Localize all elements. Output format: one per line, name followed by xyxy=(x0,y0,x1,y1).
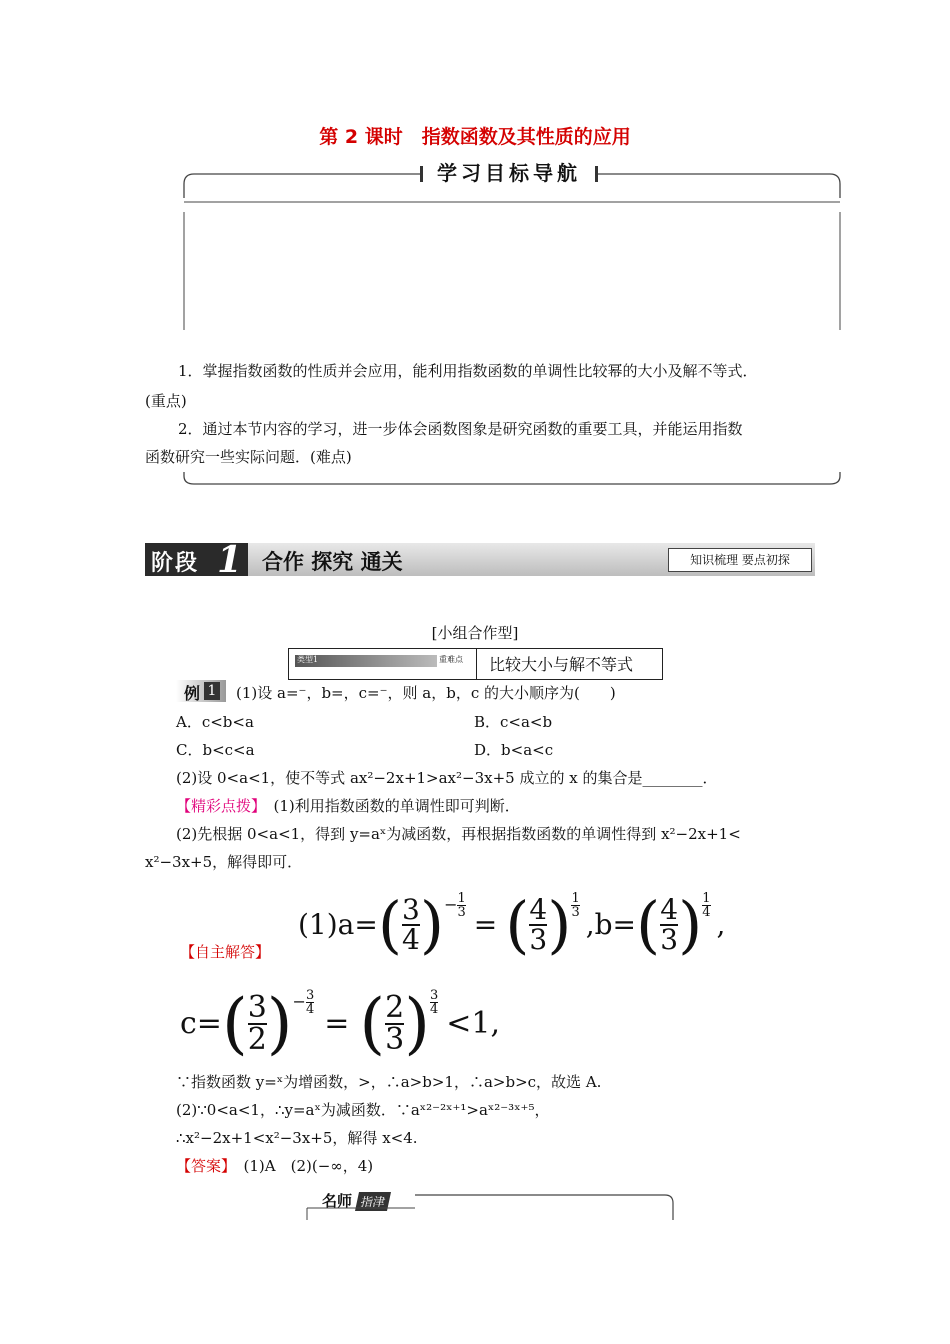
solution-line-3: ∴x²−2x+1<x²−3x+5，解得 x<4. xyxy=(176,1129,418,1147)
teacher-tip-label: 名师 指津 xyxy=(322,1190,389,1211)
page-title: 第 2 课时 指数函数及其性质的应用 xyxy=(319,126,631,148)
formula-2: c= ( $\frac{3}{2}$ ) − $\frac{3}{4}$ = ( $\frac{2}{3}$ ) $\frac{3}{4}$ <1, xyxy=(180,985,501,1062)
solution-label: 【自主解答】 xyxy=(180,943,271,961)
question-2: (2)设 0<a<1，使不等式 ax²−2x+1>ax²−3x+5 成立的 x 的集合是________． xyxy=(176,769,718,787)
goal-1: 1．掌握指数函数的性质并会应用，能利用指数函数的单调性比较幂的大小及解不等式． xyxy=(178,362,758,380)
teacher-tip-frame xyxy=(305,1190,680,1222)
goal-box-frame xyxy=(180,168,844,333)
answer-line: 【答案】 (1)A (2)(−∞，4) xyxy=(176,1157,374,1175)
goal-header: 学习目标导航 xyxy=(420,158,598,188)
example-label: 例 1 xyxy=(176,680,226,702)
section-type: [小组合作型] xyxy=(431,624,519,642)
hint-line-1: 【精彩点拨】 (1)利用指数函数的单调性即可判断． xyxy=(176,797,520,815)
goal-box-bottom xyxy=(180,470,844,490)
stage-bar: 合作 探究 通关 xyxy=(248,543,815,576)
hint-line-2: (2)先根据 0<a<1，得到 y=aˣ为减函数，再根据指数函数的单调性得到 x²−2x+1< xyxy=(176,825,741,843)
goal-1-tag: (重点) xyxy=(145,392,187,410)
type-box: 类型1 重难点 比较大小与解不等式 xyxy=(288,648,663,680)
hint-line-3: x²−3x+5，解得即可． xyxy=(145,853,303,871)
stage-badge: 阶段 1 xyxy=(145,543,248,576)
option-a: A．c<b<a xyxy=(176,713,254,731)
solution-line-2: (2)∵0<a<1，∴y=aˣ为减函数．∵aˣ²⁻²ˣ⁺¹>aˣ²⁻³ˣ⁺⁵， xyxy=(176,1101,550,1119)
answer-label: 【答案】 xyxy=(176,1157,229,1175)
question-1: (1)设 a=⁻，b=，c=⁻，则 a，b，c 的大小顺序为( ) xyxy=(236,684,616,702)
goal-2: 2．通过本节内容的学习，进一步体会函数图象是研究函数的重要工具，并能运用指数 xyxy=(178,420,743,438)
option-c: C．b<c<a xyxy=(176,741,255,759)
goal-2-cont: 函数研究一些实际问题．(难点) xyxy=(145,448,352,466)
hint-label: 【精彩点拨】 xyxy=(176,797,259,815)
option-b: B．c<a<b xyxy=(474,713,553,731)
formula-1: (1)a= ( $\frac{3}{4}$ ) − $\frac{1}{3}$ = ( $\frac{4}{3}$ ) $\frac{1}{3}$ ,b= ( $\frac{4}{3}$ ) $\frac{1}{4}$ , xyxy=(298,888,726,961)
option-d: D．b<a<c xyxy=(474,741,554,759)
stage-tag: 知识梳理 要点初探 xyxy=(668,548,812,572)
type-title: 比较大小与解不等式 xyxy=(489,655,634,674)
solution-line-1: ∵指数函数 y=ˣ为增函数，>，∴a>b>1，∴a>b>c，故选 A. xyxy=(176,1073,602,1091)
